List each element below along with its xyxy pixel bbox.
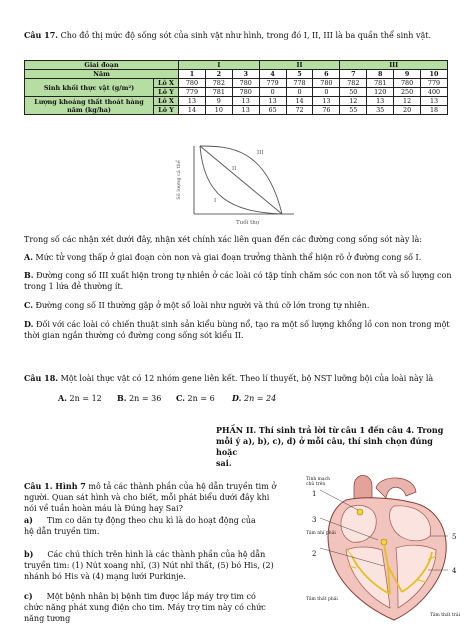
label-right-atrium: Tâm nhĩ phải [306, 531, 336, 536]
table-cell: 14 [179, 106, 206, 115]
statement-key: c) [24, 591, 33, 601]
q17-prompt: Trong số các nhận xét dưới đây, nhận xét chính xác liên quan đến các đường cong sống sót này là: [24, 235, 422, 244]
graph-x-label: Tuổi thọ [236, 220, 260, 226]
c1-statement-b [24, 549, 292, 582]
statement-line: truyền tim: (1) Nút xoang nhĩ, (3) Nút nhĩ thất, (5) bó His, (2) [24, 561, 274, 570]
q18-option-d [232, 393, 276, 404]
part2-line: PHẦN II. Thí sinh trả lời từ câu 1 đến câu 4. Trong [216, 425, 444, 435]
table-cell: 72 [286, 106, 313, 115]
label-superior-vena-cava: Tĩnh mạch [306, 477, 331, 482]
option-text: 2n = 24 [241, 394, 277, 403]
stage-III: III [340, 61, 448, 70]
table-cell: 55 [340, 106, 367, 115]
year-cell: 9 [394, 70, 421, 79]
year-cell: 10 [421, 70, 448, 79]
callout-5: 5 [452, 533, 457, 541]
plot-x-label: Lô X [154, 79, 179, 88]
table-cell: 250 [394, 88, 421, 97]
year-cell: 1 [179, 70, 206, 79]
table-cell: 12 [340, 97, 367, 106]
q18-options [0, 393, 472, 405]
label-superior-vena-cava-2: chủ trên [306, 482, 326, 487]
statement-line: năng tương [24, 614, 71, 623]
table-cell: 781 [205, 88, 232, 97]
table-cell: 14 [286, 97, 313, 106]
table-cell: 18 [421, 106, 448, 115]
year-cell: 7 [340, 70, 367, 79]
c1-intro-line: nói về tuần hoàn máu là Đúng hay Sai? [24, 504, 183, 513]
year-cell: 6 [313, 70, 340, 79]
survivorship-graph [170, 140, 300, 226]
graph-y-label: Số lượng cá thể [176, 160, 182, 200]
table-cell: 782 [340, 79, 367, 88]
survival-data-table [24, 60, 448, 115]
part2-line: mỗi ý a), b), c), d) ở mỗi câu, thí sinh chọn đúng hoặc [216, 436, 433, 457]
table-cell: 65 [259, 106, 286, 115]
biomass-label: Sinh khối thực vật (g/m²) [25, 79, 154, 97]
q17-header [24, 30, 464, 41]
option-text: 2n = 12 [67, 394, 102, 403]
statement-text: Các chú thích trên hình là các thành phần của hệ dẫn [47, 550, 266, 559]
table-cell: 779 [179, 88, 206, 97]
year-header: Năm [25, 70, 179, 79]
option-text: Đối với các loài có chiến thuật sinh sản kiểu bùng nổ, tạo ra một số lượng khổng lồ con non trong một thời gian ngắn thường có đường cong sống sót kiểu II. [24, 320, 450, 340]
option-key: D. [232, 393, 242, 403]
table-cell: 400 [421, 88, 448, 97]
table-cell: 0 [313, 88, 340, 97]
option-key: D. [24, 319, 34, 329]
table-cell: 0 [286, 88, 313, 97]
year-cell: 5 [286, 70, 313, 79]
option-text: 2n = 6 [185, 394, 215, 403]
heart-conduction-diagram [298, 470, 468, 630]
option-key: C. [176, 393, 186, 403]
table-cell: 0 [259, 88, 286, 97]
table-row-year [25, 70, 448, 79]
option-key: C. [24, 300, 34, 310]
table-cell: 120 [367, 88, 394, 97]
table-cell: 779 [421, 79, 448, 88]
q18-label: Câu 18. [24, 373, 59, 383]
callout-2: 2 [312, 550, 317, 558]
option-text: Đường cong số III xuất hiện trong tự nhiên ở các loài có tập tính chăm sóc con non tốt và số lượng con trong 1 lứa đẻ thường ít. [24, 271, 452, 291]
superior-vena-cava [354, 476, 372, 501]
table-cell: 13 [313, 97, 340, 106]
q17-option-c [24, 300, 464, 311]
q17-text: Cho đồ thị mức độ sống sót của sinh vật như hình, trong đó I, II, III là ba quần thể sinh vật. [58, 31, 432, 40]
label-left-ventricle: Tâm thất trái [430, 613, 461, 618]
year-cell: 8 [367, 70, 394, 79]
option-text: Đường cong số II thường gặp ở một số loài như người và thú cỡ lớn trong tự nhiên. [33, 301, 370, 310]
year-cell: 2 [205, 70, 232, 79]
year-cell: 4 [259, 70, 286, 79]
table-cell: 781 [367, 79, 394, 88]
table-cell: 13 [232, 106, 259, 115]
table-cell: 13 [179, 97, 206, 106]
table-cell: 13 [421, 97, 448, 106]
statement-line: hệ dẫn truyền tim. [24, 527, 100, 536]
plot-x-label: Lô X [154, 97, 179, 106]
statement-line: chức năng phát xung điện cho tim. Máy trợ tim này có chức [24, 603, 266, 612]
c1-statement-c [24, 591, 292, 624]
part2-line: sai. [216, 458, 232, 468]
option-key: A. [24, 252, 33, 262]
c1-intro [24, 481, 292, 514]
option-key: A. [58, 393, 67, 403]
stage-II: II [259, 61, 340, 70]
callout-3: 3 [312, 516, 317, 524]
c1-statement-a [24, 515, 292, 537]
callout-1: 1 [312, 490, 317, 498]
statement-text: Một bệnh nhân bị bệnh tim được lắp máy trợ tim có [46, 592, 256, 601]
table-cell: 780 [232, 88, 259, 97]
stage-I: I [179, 61, 260, 70]
c1-intro-text: mô tả các thành phần của hệ dẫn truyền tim ở [85, 482, 277, 491]
table-cell: 779 [259, 79, 286, 88]
option-key: B. [117, 393, 127, 403]
q18-option-a [58, 393, 102, 404]
table-cell: 50 [340, 88, 367, 97]
option-key: B. [24, 270, 34, 280]
table-cell: 780 [313, 79, 340, 88]
year-cell: 3 [232, 70, 259, 79]
table-row-biomass-x [25, 79, 448, 88]
statement-text: Tim co dãn tự động theo chu kì là do hoạt động của [46, 516, 256, 525]
loss-label: Lượng khoáng thất thoát hàng năm (kg/ha) [25, 97, 154, 115]
table-cell: 13 [367, 97, 394, 106]
q17-option-a [24, 252, 464, 263]
label-right-ventricle: Tâm thất phải [306, 597, 338, 602]
table-cell: 13 [232, 97, 259, 106]
q17-option-d [24, 319, 464, 341]
table-cell: 12 [394, 97, 421, 106]
table-cell: 780 [232, 79, 259, 88]
table-cell: 13 [259, 97, 286, 106]
curve-label-II: II [232, 166, 237, 172]
table-cell: 778 [286, 79, 313, 88]
q17-option-b [24, 270, 464, 292]
stage-header: Giai đoạn [25, 61, 179, 70]
plot-y-label: Lô Y [154, 106, 179, 115]
option-text: 2n = 36 [126, 394, 162, 403]
q18-option-b [117, 393, 161, 404]
plot-y-label: Lô Y [154, 88, 179, 97]
table-cell: 780 [394, 79, 421, 88]
callout-4: 4 [452, 567, 457, 575]
q18-header [24, 373, 464, 384]
option-text: Mức tử vong thấp ở giai đoạn còn non và giai đoạn trưởng thành thể hiện rõ ở đường cong số I. [33, 253, 422, 262]
curve-label-III: III [257, 150, 264, 156]
table-cell: 780 [179, 79, 206, 88]
table-cell: 20 [394, 106, 421, 115]
table-cell: 10 [205, 106, 232, 115]
table-cell: 35 [367, 106, 394, 115]
q18-text: Một loài thực vật có 12 nhóm gene liên kết. Theo lí thuyết, bộ NST lưỡng bội của loài này là [58, 374, 434, 383]
curve-label-I: I [214, 198, 217, 204]
part2-heading [216, 425, 456, 469]
table-cell: 76 [313, 106, 340, 115]
c1-label: Câu 1. Hình 7 [24, 481, 86, 491]
table-cell: 782 [205, 79, 232, 88]
table-row-stage [25, 61, 448, 70]
statement-line: nhánh bó His và (4) mạng lưới Purkinje. [24, 572, 186, 581]
q17-label: Câu 17. [24, 30, 59, 40]
c1-intro-line: người. Quan sát hình và cho biết, mỗi phát biểu dưới đây khi [24, 493, 270, 502]
statement-key: a) [24, 515, 33, 525]
table-row-loss-x [25, 97, 448, 106]
table-cell: 9 [205, 97, 232, 106]
q18-option-c [176, 393, 215, 404]
statement-key: b) [24, 549, 34, 559]
